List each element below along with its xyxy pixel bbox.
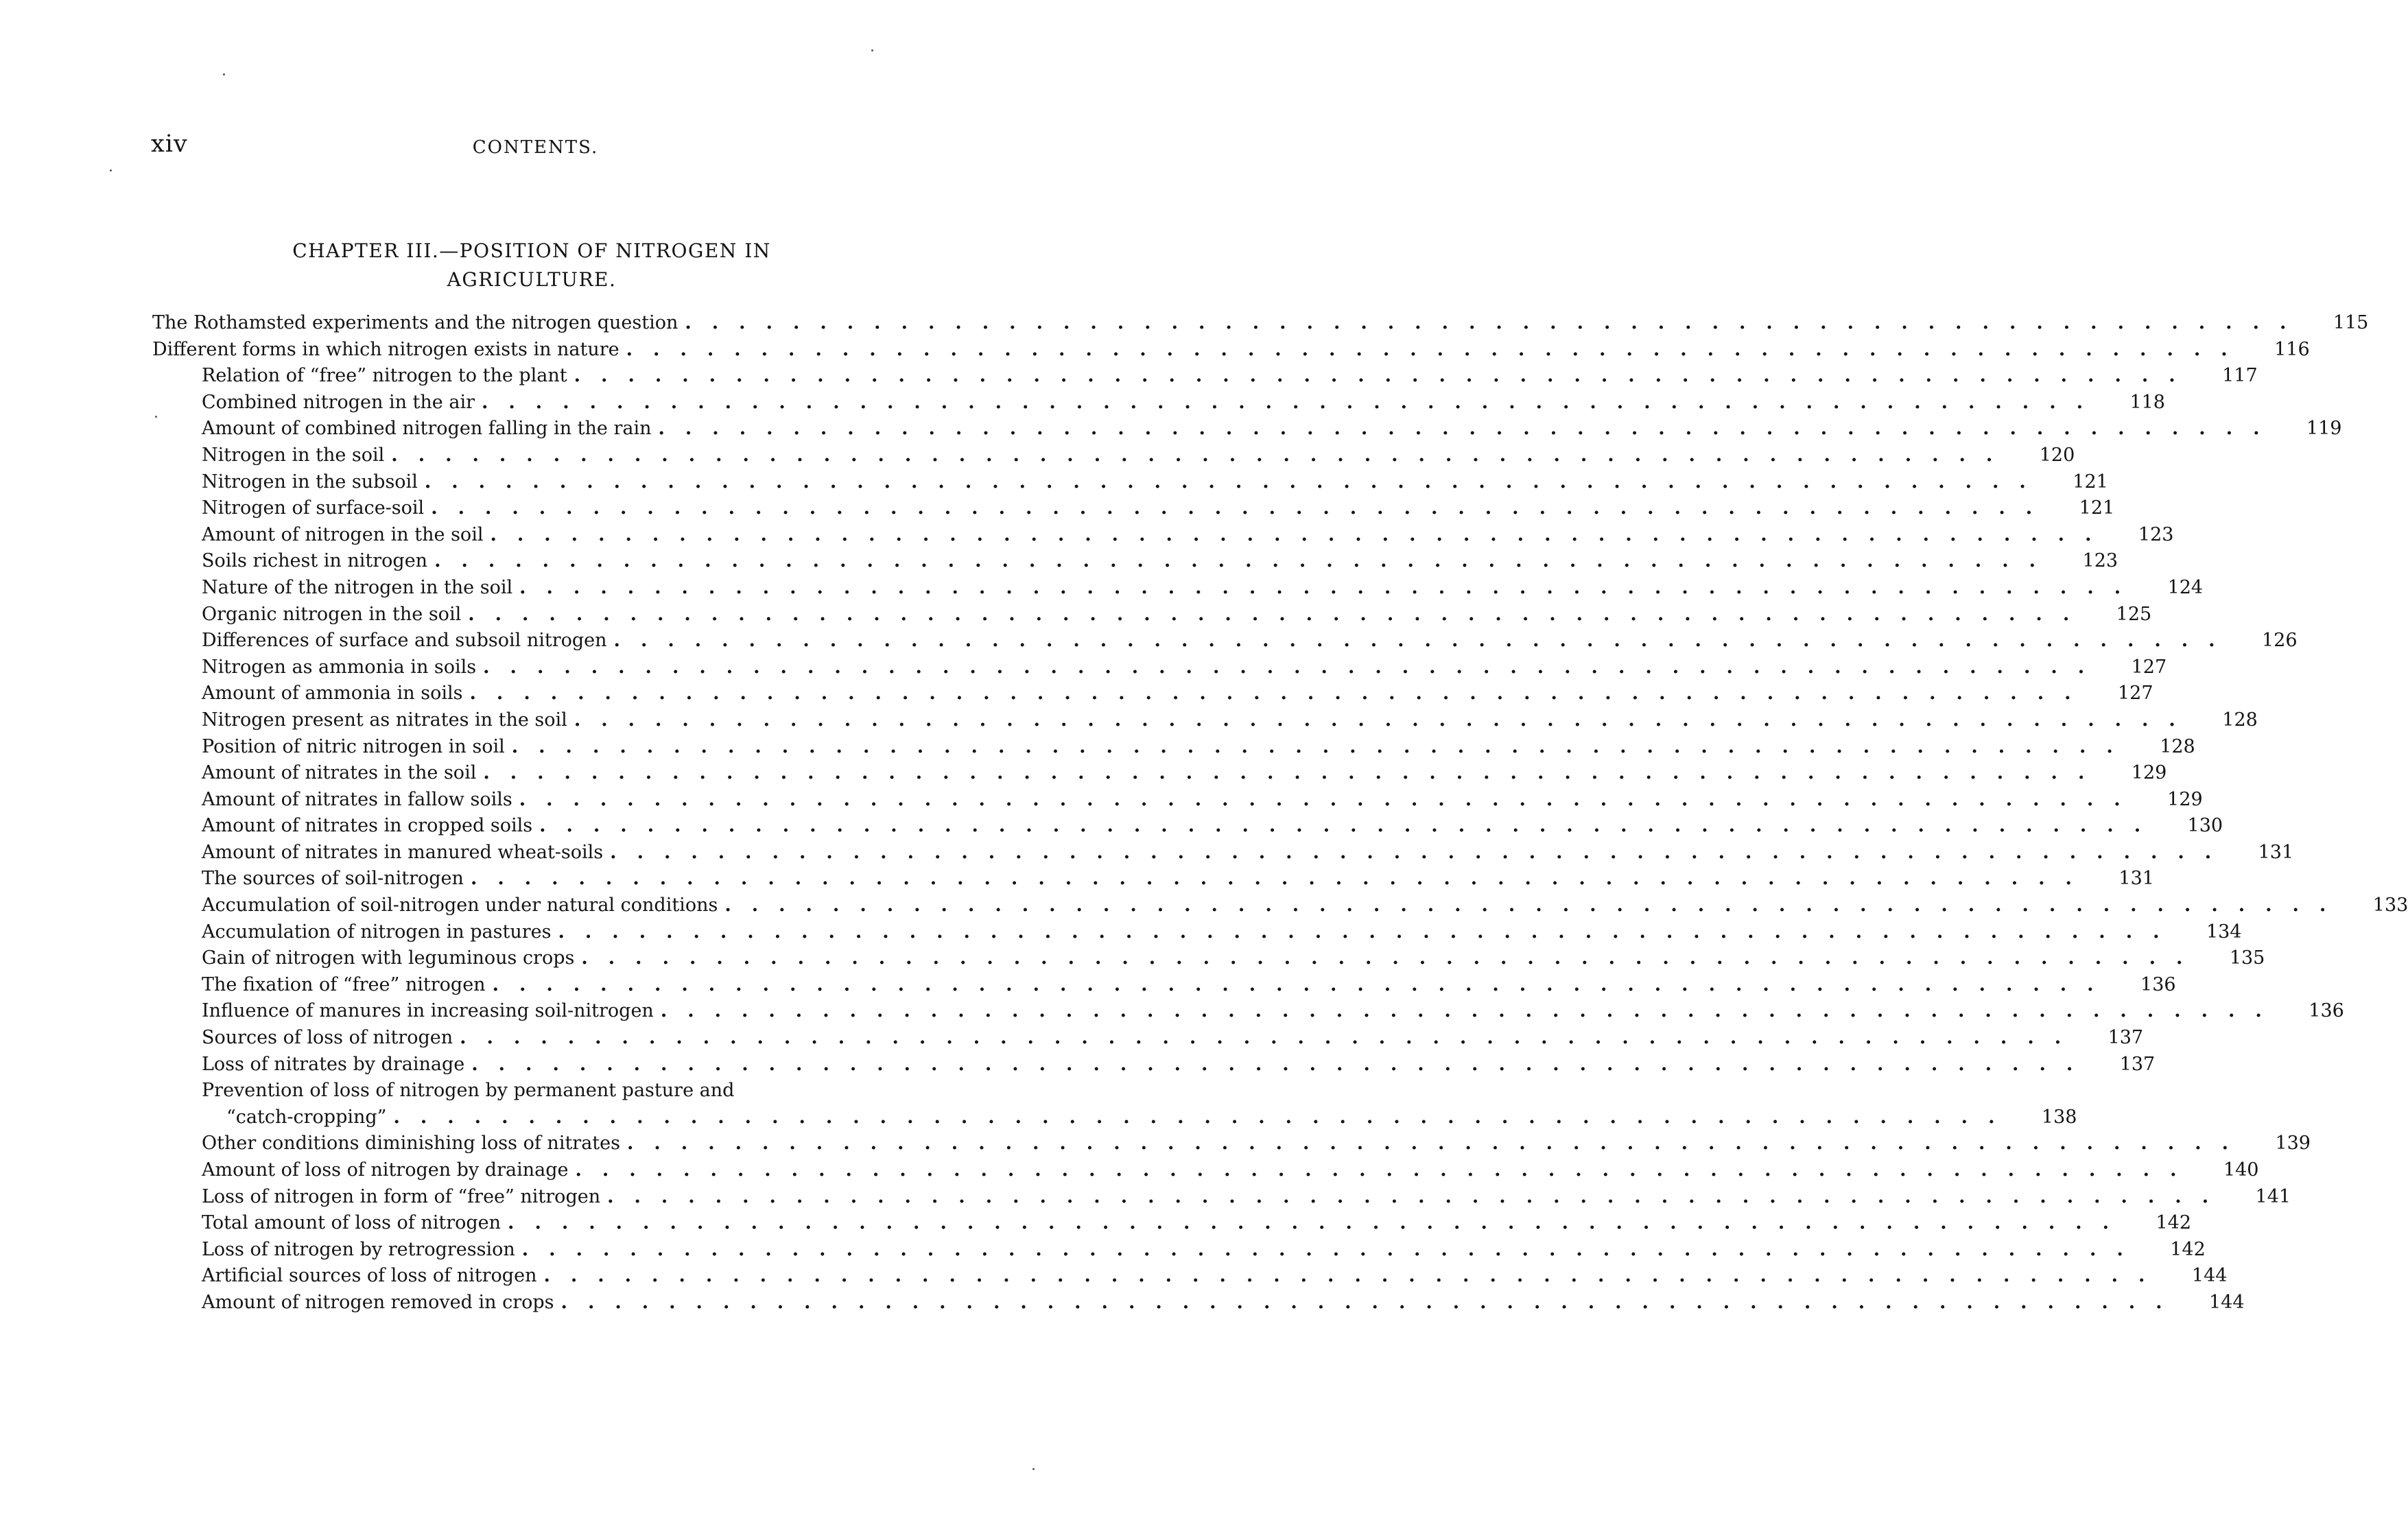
- toc-dot-leader: ............................................................: [434, 550, 2057, 572]
- toc-entry: [152, 1052, 2156, 1078]
- toc-entry: [152, 787, 2203, 814]
- toc-dot-leader: ............................................................: [626, 338, 2248, 360]
- toc-entry-page: 125: [2116, 603, 2152, 625]
- toc-entry-page: 135: [2229, 947, 2265, 969]
- toc-entry-page: 131: [2258, 841, 2294, 863]
- toc-entry: [152, 442, 2075, 469]
- toc-entry-page: 123: [2082, 550, 2118, 572]
- toc-entry-page: 137: [2119, 1053, 2156, 1075]
- table-of-contents: [152, 310, 2408, 1316]
- toc-dot-leader: ............................................................: [685, 312, 2307, 333]
- print-speck: [1032, 1468, 1035, 1470]
- toc-dot-leader: ............................................................: [521, 1238, 2144, 1260]
- toc-entry: [152, 469, 2108, 496]
- toc-dot-leader: ............................................................: [471, 1053, 2094, 1075]
- print-speck: [110, 169, 112, 171]
- toc-entry-page: 118: [2129, 391, 2165, 413]
- toc-dot-leader: ............................................................: [468, 603, 2090, 625]
- toc-entry: [152, 1104, 2077, 1131]
- toc-entry: [152, 813, 2223, 840]
- toc-entry-title: Combined nitrogen in the air: [202, 391, 475, 413]
- toc-entry-page: 129: [2131, 762, 2167, 784]
- toc-dot-leader: ............................................................: [482, 391, 2103, 413]
- toc-entry-title: Organic nitrogen in the soil: [202, 603, 462, 625]
- toc-entry: [152, 1131, 2311, 1157]
- toc-entry-title: Loss of nitrogen by retrogression: [202, 1238, 515, 1260]
- toc-entry: [152, 866, 2154, 892]
- toc-dot-leader: ............................................................: [470, 868, 2092, 890]
- toc-entry-title: The fixation of “free” nitrogen: [202, 973, 486, 995]
- toc-entry-title: Accumulation of nitrogen in pastures: [202, 921, 552, 943]
- toc-entry-title: “catch-cropping”: [226, 1106, 387, 1128]
- toc-dot-leader: ............................................................: [424, 471, 2046, 493]
- toc-entry: [152, 390, 2165, 416]
- toc-entry-page: 133: [2372, 895, 2408, 916]
- toc-entry-title: The Rothamsted experiments and the nitrogen question: [152, 312, 678, 333]
- toc-entry-title: Different forms in which nitrogen exists in nature: [152, 338, 619, 360]
- toc-dot-leader: ............................................................: [575, 1159, 2197, 1181]
- toc-entry: [152, 1184, 2291, 1211]
- toc-dot-leader: ............................................................: [490, 523, 2112, 545]
- toc-entry-page: 142: [2170, 1238, 2206, 1260]
- toc-entry: [152, 945, 2265, 972]
- toc-entry: [152, 575, 2204, 602]
- toc-entry-page: 141: [2255, 1185, 2291, 1207]
- toc-entry-title: Relation of “free” nitrogen to the plant: [202, 365, 567, 387]
- toc-entry-title: Loss of nitrogen in form of “free” nitrogen: [202, 1185, 601, 1207]
- toc-entry: [152, 1025, 2144, 1052]
- toc-dot-leader: ............................................................: [658, 418, 2280, 440]
- toc-entry-title: Total amount of loss of nitrogen: [202, 1212, 501, 1234]
- toc-dot-leader: ............................................................: [460, 1027, 2082, 1049]
- toc-entry-title: Accumulation of soil-nitrogen under natural conditions: [202, 895, 718, 916]
- toc-entry-title: Amount of nitrates in cropped soils: [202, 815, 533, 837]
- toc-entry-page: 144: [2209, 1291, 2245, 1313]
- toc-entry-page: 140: [2223, 1159, 2259, 1181]
- toc-entry-title: Loss of nitrates by drainage: [202, 1053, 465, 1075]
- toc-entry-page: 144: [2191, 1265, 2228, 1287]
- toc-dot-leader: ............................................................: [519, 576, 2142, 598]
- toc-entry-title: Amount of nitrogen removed in crops: [202, 1291, 554, 1313]
- toc-dot-leader: ............................................................: [574, 365, 2196, 387]
- toc-dot-leader: ............................................................: [560, 1291, 2183, 1313]
- toc-entry-title: Nitrogen of surface-soil: [202, 497, 425, 519]
- toc-entry: [152, 522, 2174, 549]
- toc-entry: [152, 1157, 2259, 1184]
- toc-entry: [152, 1210, 2192, 1237]
- toc-entry: [152, 1263, 2228, 1290]
- toc-entry-title: Amount of loss of nitrogen by drainage: [202, 1159, 569, 1181]
- toc-entry: [152, 654, 2167, 681]
- toc-entry-page: 126: [2262, 630, 2298, 652]
- toc-dot-leader: ............................................................: [469, 683, 2092, 705]
- toc-dot-leader: ............................................................: [483, 762, 2105, 784]
- toc-dot-leader: ............................................................: [483, 656, 2105, 678]
- toc-entry-title: Position of nitric nitrogen in soil: [202, 735, 505, 757]
- toc-entry-title: Nitrogen present as nitrates in the soil: [202, 709, 567, 731]
- toc-entry: [152, 681, 2153, 707]
- toc-dot-leader: ............................................................: [558, 921, 2180, 943]
- toc-entry-page: 127: [2117, 683, 2153, 705]
- toc-entry-title: Amount of combined nitrogen falling in the rain: [202, 418, 652, 440]
- toc-entry-page: 128: [2160, 735, 2195, 757]
- toc-dot-leader: ............................................................: [508, 1212, 2130, 1234]
- toc-dot-leader: ............................................................: [581, 947, 2204, 969]
- toc-entry: [152, 840, 2294, 866]
- toc-dot-leader: ............................................................: [393, 1106, 2016, 1128]
- toc-entry-title: Sources of loss of nitrogen: [202, 1027, 453, 1049]
- toc-dot-leader: ............................................................: [574, 709, 2196, 731]
- toc-entry: [152, 1237, 2206, 1264]
- toc-dot-leader: ............................................................: [610, 841, 2232, 863]
- toc-entry-page: 136: [2309, 1000, 2344, 1022]
- toc-entry-title: Prevention of loss of nitrogen by permanent pasture and: [202, 1080, 735, 1102]
- toc-entry: [152, 998, 2344, 1025]
- toc-entry-page: 127: [2131, 656, 2167, 678]
- toc-entry-page: 121: [2079, 497, 2115, 519]
- toc-entry: [152, 310, 2369, 337]
- chapter-heading: [206, 237, 858, 294]
- print-speck: [155, 416, 157, 418]
- toc-entry-page: 130: [2187, 815, 2223, 837]
- toc-entry: [152, 363, 2258, 390]
- toc-entry-title: Amount of ammonia in soils: [202, 683, 463, 705]
- toc-dot-leader: ............................................................: [539, 815, 2162, 837]
- toc-dot-leader: ............................................................: [519, 788, 2141, 810]
- toc-entry-title: Influence of manures in increasing soil-nitrogen: [202, 1000, 654, 1022]
- toc-dot-leader: ............................................................: [543, 1265, 2166, 1287]
- toc-entry-page: 121: [2073, 471, 2108, 493]
- page-number: xiv: [151, 130, 188, 158]
- toc-entry: [152, 919, 2242, 946]
- toc-entry-page: 119: [2306, 418, 2342, 440]
- chapter-heading-line-2: AGRICULTURE.: [447, 268, 617, 291]
- running-head: CONTENTS.: [472, 137, 599, 158]
- toc-entry-title: Nitrogen as ammonia in soils: [202, 656, 477, 678]
- toc-entry-page: 136: [2140, 973, 2176, 995]
- toc-entry: [152, 337, 2310, 364]
- toc-entry-title: Amount of nitrates in manured wheat-soils: [202, 841, 604, 863]
- toc-entry-page: 134: [2206, 921, 2242, 943]
- toc-entry: [152, 495, 2115, 522]
- toc-dot-leader: ............................................................: [431, 497, 2053, 519]
- toc-entry-title: Amount of nitrates in fallow soils: [202, 788, 512, 810]
- toc-entry-title: Nature of the nitrogen in the soil: [202, 576, 513, 598]
- toc-entry-page: 115: [2333, 312, 2369, 333]
- toc-entry: [152, 707, 2258, 734]
- toc-entry-page: 128: [2222, 709, 2258, 731]
- toc-entry-page: 131: [2118, 868, 2154, 890]
- toc-entry-page: 138: [2041, 1106, 2077, 1128]
- toc-entry-title: The sources of soil-nitrogen: [202, 868, 464, 890]
- toc-dot-leader: ............................................................: [613, 630, 2236, 652]
- toc-entry-title: Nitrogen in the subsoil: [202, 471, 418, 493]
- toc-entry-page: 142: [2156, 1212, 2192, 1234]
- toc-entry-page: 139: [2275, 1133, 2311, 1155]
- toc-entry: [152, 416, 2342, 442]
- toc-entry: [152, 602, 2152, 628]
- toc-entry-page: 120: [2039, 444, 2075, 466]
- toc-entry: [152, 760, 2167, 787]
- toc-entry: [152, 628, 2298, 654]
- toc-entry-title: Differences of surface and subsoil nitrogen: [202, 630, 607, 652]
- toc-entry-page: 117: [2222, 365, 2258, 387]
- toc-dot-leader: ............................................................: [724, 895, 2347, 916]
- toc-entry: [152, 548, 2118, 575]
- toc-entry-title: Soils richest in nitrogen: [202, 550, 428, 572]
- toc-dot-leader: ............................................................: [391, 444, 2014, 466]
- toc-entry-page: 129: [2167, 788, 2203, 810]
- toc-entry: [152, 1290, 2245, 1316]
- print-speck: [871, 49, 873, 51]
- toc-dot-leader: ............................................................: [511, 735, 2134, 757]
- toc-entry-title: Gain of nitrogen with leguminous crops: [202, 947, 575, 969]
- chapter-heading-line-1: CHAPTER III.—POSITION OF NITROGEN IN: [292, 239, 771, 262]
- toc-entry: [152, 734, 2195, 761]
- toc-dot-leader: ............................................................: [607, 1185, 2230, 1207]
- toc-entry: [152, 972, 2176, 999]
- toc-entry-title: Other conditions diminishing loss of nitrates: [202, 1133, 620, 1155]
- toc-entry-page: 124: [2167, 576, 2204, 598]
- toc-entry-page: 123: [2138, 523, 2174, 545]
- toc-entry-title: Artificial sources of loss of nitrogen: [202, 1265, 537, 1287]
- toc-entry-page: 137: [2108, 1027, 2144, 1049]
- toc-entry-page: 116: [2274, 338, 2310, 360]
- toc-entry: [152, 892, 2408, 919]
- toc-entry-title: Nitrogen in the soil: [202, 444, 385, 466]
- toc-dot-leader: ............................................................: [627, 1133, 2249, 1155]
- toc-dot-leader: ............................................................: [492, 973, 2114, 995]
- toc-entry: [152, 1078, 917, 1104]
- print-speck: [223, 73, 225, 75]
- toc-entry-title: Amount of nitrates in the soil: [202, 762, 477, 784]
- toc-entry-title: Amount of nitrogen in the soil: [202, 523, 484, 545]
- toc-dot-leader: ............................................................: [660, 1000, 2282, 1022]
